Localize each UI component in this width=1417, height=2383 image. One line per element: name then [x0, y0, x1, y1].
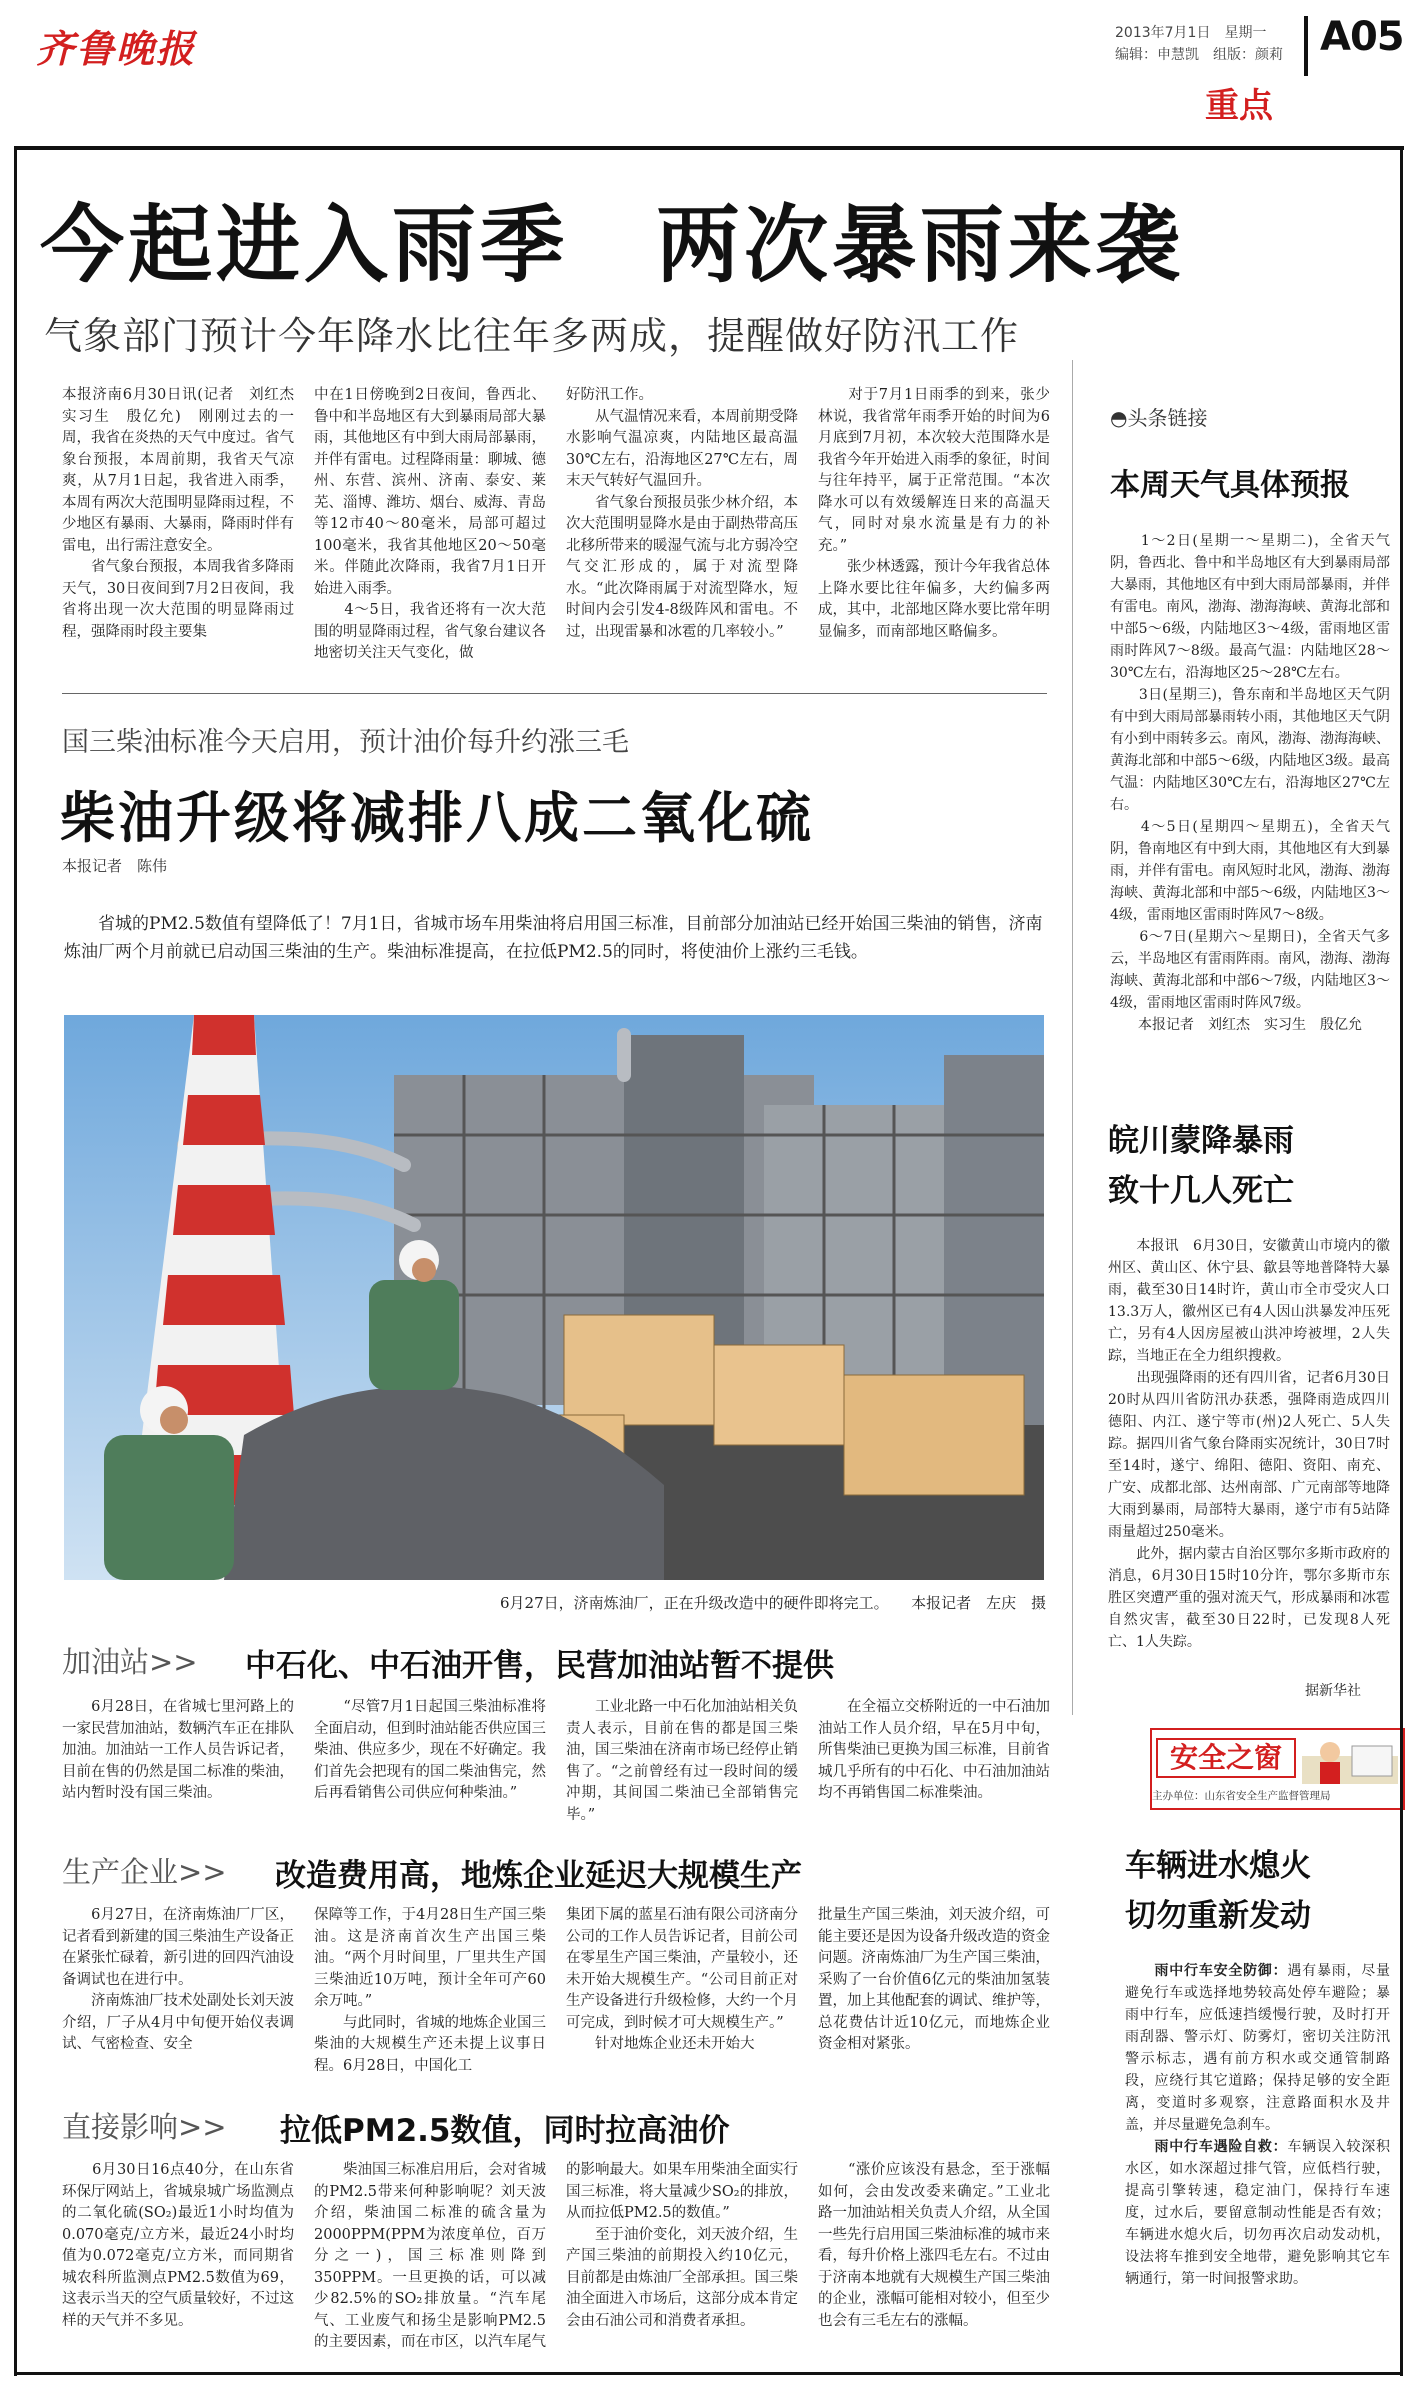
impact-col-2: 柴油国三标准启用后，会对省城的PM2.5带来何种影响呢？刘天波介绍，柴油国二标准的硫含量为2000PPM(PPM为浓度单位，百万分之一)，国三标准则降到350PPM。一旦更换的话，可以减少82.5%的SO₂排放量。“汽车尾气、工业废气和扬尘是影响PM2.5的主要因素，而在市区，以汽车尾气 — [314, 2162, 546, 2350]
producer-col-3: 集团下属的蓝星石油有限公司济南分公司的工作人员告诉记者，目前公司在零星生产国三柴油，产量较小，还未开始大规模生产。“公司目前正对生产设备进行升级检修，大约一个月可完成，到时候才可大规模生产。” 针对地炼企业还未开始大 — [566, 1907, 798, 2052]
car-safety-para-1: 雨中行车安全防御：遇有暴雨，尽量避免行车或选择地势较高处停车避险；暴雨中行车，应低速挡缓慢行驶，及时打开雨刮器、警示灯、防雾灯，密切关注防汛警示标志，遇有前方积水或交通管制路段，应绕行其它道路；保持足够的安全距离，变道时多观察，注意路面积水及井盖，并尽量避免急刹车。 — [1125, 1963, 1391, 2133]
gas-col-1: 6月28日，在省城七里河路上的一家民营加油站，数辆汽车正在排队加油。加油站一工作人员告诉记者，目前在售的仍然是国二标准的柴油，站内暂时没有国三柴油。 — [62, 1699, 294, 1801]
diesel-kicker: 国三柴油标准今天启用，预计油价每升约涨三毛 — [62, 727, 629, 758]
safety-illustration — [1302, 1736, 1398, 1784]
frame-right — [1400, 146, 1403, 2376]
top-rule — [14, 146, 1404, 150]
car-safety-label-2: 雨中行车遇险自救： — [1154, 2139, 1288, 2155]
refinery-photo — [64, 1015, 1044, 1580]
section-label: 重点 — [1205, 86, 1273, 126]
impact-col-3: 的影响最大。如果车用柴油全面实行国三标准，将大量减少SO₂的排放，从而拉低PM2.5的数值。” 至于油价变化，刘天波介绍，生产国三柴油的前期投入约10亿元，目前都是由炼油厂全部承担。国三柴油全面进入市场后，这部分成本肯定会由石油公司和消费者承担。 — [566, 2162, 798, 2329]
gas-section-title: 中石化、中石油开售，民营加油站暂不提供 — [245, 1648, 834, 1684]
rain-story-col-4: 对于7月1日雨季的到来，张少林说，我省常年雨季开始的时间为6月底到7月初，本次较大范围降水是我省今年开始进入雨季的象征，时间与往年持平，属于正常范围。“本次降水可以有效缓解连日来的高温天气，同时对泉水流量是有力的补充。” 张少林透露，预计今年我省总体上降水要比往年偏多，大约偏多两成，其中，北部地区降水要比常年明显偏多，而南部地区略偏多。 — [818, 387, 1050, 640]
page-number-divider — [1304, 16, 1308, 76]
weather-forecast-title: 本周天气具体预报 — [1110, 468, 1350, 503]
storm-title-line-1: 皖川蒙降暴雨 — [1108, 1123, 1294, 1159]
main-headline: 今起进入雨季 两次暴雨来袭 — [40, 196, 1185, 294]
frame-bottom — [14, 2372, 1403, 2375]
rain-story-col-1: 本报济南6月30日讯(记者 刘红杰 实习生 殷亿允) 刚刚过去的一周，我省在炎热的天气中度过。省气象台预报，本周前期，我省天气凉爽，从7月1日起，我省进入雨季，本周有两次大范围明显降雨过程，不少地区有暴雨、大暴雨，降雨时伴有雷电，出行需注意安全。 省气象台预报，本周我省多降雨天气，30日夜间到7月2日夜间，我省将出现一次大范围的明显降雨过程，强降雨时段主要集 — [62, 387, 309, 640]
gas-col-4: 在全福立交桥附近的一中石油加油站工作人员介绍，早在5月中旬，所售柴油已更换为国三标准，目前省城几乎所有的中石化、中石油加油站均不再销售国二标准柴油。 — [818, 1699, 1050, 1801]
impact-section-title: 拉低PM2.5数值，同时拉高油价 — [280, 2113, 730, 2149]
rain-story-divider — [62, 693, 1047, 694]
rain-story-col-3: 好防汛工作。 从气温情况来看，本周前期受降水影响气温凉爽，内陆地区最高温30℃左右，沿海地区27℃左右，周末天气转好气温回升。 省气象台预报员张少林介绍，本次大范围明显降水是由于副热带高压北移所带来的暖湿气流与北方弱冷空气交汇形成的，属于对流型降水。“此次降雨属于对流型降水，短时间内会引发4-8级阵风和雷电。不过，出现雷暴和冰雹的几率较小。” — [566, 387, 798, 640]
impact-section-kicker: 直接影响>> — [62, 2110, 227, 2144]
car-safety-para-2: 雨中行车遇险自救：车辆误入较深积水区，如水深超过排气管，应低档行驶，提高引擎转速，稳定油门，保持行车速度，过水后，要留意制动性能是否有效；车辆进水熄火后，切勿再次启动发动机，设法将车推到安全地带，避免影响其它车辆通行，第一时间报警求助。 — [1125, 2139, 1391, 2287]
page-number: A05 — [1320, 14, 1404, 60]
car-safety-title-line-1: 车辆进水熄火 — [1125, 1848, 1311, 1884]
impact-col-4: “涨价应该没有悬念，至于涨幅如何，会由发改委来确定。”工业北路一加油站相关负责人介绍，从全国一些先行启用国三柴油标准的城市来看，每升价格上涨四毛左右。不过由于济南本地就有大规模生产国三柴油的企业，涨幅可能相对较小，但至少也会有三毛左右的涨幅。 — [818, 2162, 1050, 2329]
rail-divider — [1072, 360, 1073, 1715]
gas-section-kicker: 加油站>> — [62, 1645, 198, 1679]
photo-caption: 6月27日，济南炼油厂，正在升级改造中的硬件即将完工。 本报记者 左庆 摄 — [500, 1594, 1047, 1612]
storm-text: 本报讯 6月30日，安徽黄山市境内的徽州区、黄山区、休宁县、歙县等地普降特大暴雨，截至30日14时许，黄山市全市受灾人口13.3万人，徽州区已有4人因山洪暴发冲压死亡，另有4人因房屋被山洪冲垮被埋，2人失踪，当地正在全力组织搜救。 出现强降雨的还有四川省，记者6月30日20时从四川省防汛办获悉，强降雨造成四川德阳、内江、遂宁等市(州)2人死亡、5人失踪。据四川省气象台降雨实况统计，30日7时至14时，遂宁、绵阳、德阳、资阳、南充、广安、成都北部、达州南部、广元南部等地降大雨到暴雨，局部特大暴雨，遂宁市有5站降雨量超过250毫米。 此外，据内蒙古自治区鄂尔多斯市政府的消息，6月30日15时10分许，鄂尔多斯市东胜区突遭严重的强对流天气，形成暴雨和冰雹自然灾害，截至30日22时，已发现8人死亡、1人失踪。 — [1108, 1238, 1390, 1650]
diesel-byline: 本报记者 陈伟 — [62, 857, 168, 875]
producer-section-title: 改造费用高，地炼企业延迟大规模生产 — [275, 1858, 802, 1894]
headline-link-label: ◓头条链接 — [1110, 406, 1208, 430]
weather-forecast-text: 1～2日(星期一～星期二)，全省天气阴，鲁西北、鲁中和半岛地区有大到暴雨局部大暴雨，其他地区有中到大雨局部暴雨，并伴有雷电。南风，渤海、渤海海峡、黄海北部和中部5～6级，内陆地区3～4级，雷雨地区雷雨时阵风7～8级。最高气温：内陆地区28～30℃左右，沿海地区25～28℃左右。 3日(星期三)，鲁东南和半岛地区天气阴有中到大雨局部暴雨转小雨，其他地区天气阴有小到中雨转多云。南风，渤海、渤海海峡、黄海北部和中部5～6级，内陆地区3级。最高气温：内陆地区30℃左右，沿海地区27℃左右。 4～5日(星期四～星期五)，全省天气阴，鲁南地区有中到大雨，其他地区有大到暴雨，并伴有雷电。南风短时北风，渤海、渤海海峡、黄海北部和中部5～6级，内陆地区3～4级，雷雨地区雷雨时阵风7～8级。 6～7日(星期六～星期日)，全省天气多云，半岛地区有雷雨阵雨。南风，渤海、渤海海峡、黄海北部和中部6～7级，内陆地区3～4级，雷雨地区雷雨时阵风7级。 本报记者 刘红杰 实习生 殷亿允 — [1110, 533, 1390, 1033]
gas-col-3: 工业北路一中石化加油站相关负责人表示，目前在售的都是国三柴油，国三柴油在济南市场已经停止销售了。“之前曾经有过一段时间的缓冲期，其间国二柴油已全部销售完毕。” — [566, 1699, 798, 1823]
storm-source: 据新华社 — [1305, 1683, 1361, 1699]
impact-col-1: 6月30日16点40分，在山东省环保厅网站上，省城泉城广场监测点的二氧化硫(SO₂)最近1小时均值为0.070毫克/立方米，最近24小时均值为0.072毫克/立方米，而同期省城农科所监测点PM2.5数值为69，这表示当天的空气质量较好，不过这样的天气并不多见。 — [62, 2162, 294, 2329]
diesel-headline: 柴油升级将减排八成二氧化硫 — [60, 786, 815, 850]
storm-title-line-2: 致十几人死亡 — [1108, 1173, 1294, 1209]
newspaper-logo: 齐鲁晚报 — [36, 27, 197, 71]
safety-sponsor: 主办单位：山东省安全生产监督管理局 — [1152, 1790, 1331, 1802]
refinery-photo-illustration — [64, 1015, 1044, 1580]
main-subheadline: 气象部门预计今年降水比往年多两成，提醒做好防汛工作 — [44, 314, 1020, 358]
car-safety-label-1: 雨中行车安全防御： — [1154, 1963, 1288, 1979]
frame-left — [14, 146, 17, 2376]
producer-col-1: 6月27日，在济南炼油厂厂区，记者看到新建的国三柴油生产设备正在紧张忙碌着，新引进的回四汽油设备调试也在进行中。 济南炼油厂技术处副处长刘天波介绍，厂子从4月中旬便开始仪表调试、气密检查、安全 — [62, 1907, 294, 2052]
safety-window-title: 安全之窗 — [1156, 1738, 1296, 1778]
editor-credits: 编辑：申慧凯 组版：颜莉 — [1115, 47, 1283, 63]
rain-story-col-2: 中在1日傍晚到2日夜间，鲁西北、鲁中和半岛地区有大到暴雨局部大暴雨，其他地区有中到大雨局部暴雨，并伴有雷电。过程降雨量：聊城、德州、东营、滨州、济南、泰安、莱芜、淄博、潍坊、烟台、威海、青岛等12市40～80毫米，局部可超过100毫米，我省其他地区20～50毫米。伴随此次降雨，我省7月1日开始进入雨季。 4～5日，我省还将有一次大范围的明显降雨过程，省气象台建议各地密切关注天气变化，做 — [314, 387, 546, 661]
issue-date: 2013年7月1日 星期一 — [1115, 25, 1267, 41]
link-bullet-icon: ◓ — [1110, 406, 1128, 430]
producer-col-2: 保障等工作，于4月28日生产国三柴油。这是济南首次生产出国三柴油。“两个月时间里，厂里共生产国三柴油近10万吨，预计全年可产60余万吨。” 与此同时，省城的地炼企业国三柴油的大规模生产还未提上议事日程。6月28日，中国化工 — [314, 1907, 546, 2074]
car-safety-text — [1125, 1960, 1390, 2370]
car-safety-title-line-2: 切勿重新发动 — [1125, 1898, 1311, 1934]
producer-col-4: 批量生产国三柴油，刘天波介绍，可能主要还是因为设备升级改造的资金问题。济南炼油厂为生产国三柴油，采购了一台价值6亿元的柴油加氢装置，加上其他配套的调试、维护等，总花费估计近10亿元，而地炼企业资金相对紧张。 — [818, 1907, 1050, 2052]
producer-section-kicker: 生产企业>> — [62, 1855, 227, 1889]
diesel-lead-paragraph: 省城的PM2.5数值有望降低了！7月1日，省城市场车用柴油将启用国三标准，目前部分加油站已经开始国三柴油的销售，济南炼油厂两个月前就已启动国三柴油的生产。柴油标准提高，在拉低PM2.5的同时，将使油价上涨约三毛钱。 — [64, 914, 1043, 962]
gas-col-2: “尽管7月1日起国三柴油标准将全面启动，但到时油站能否供应国三柴油、供应多少，现在不好确定。我们首先会把现有的国二柴油售完，然后再看销售公司供应何种柴油。” — [314, 1699, 546, 1801]
